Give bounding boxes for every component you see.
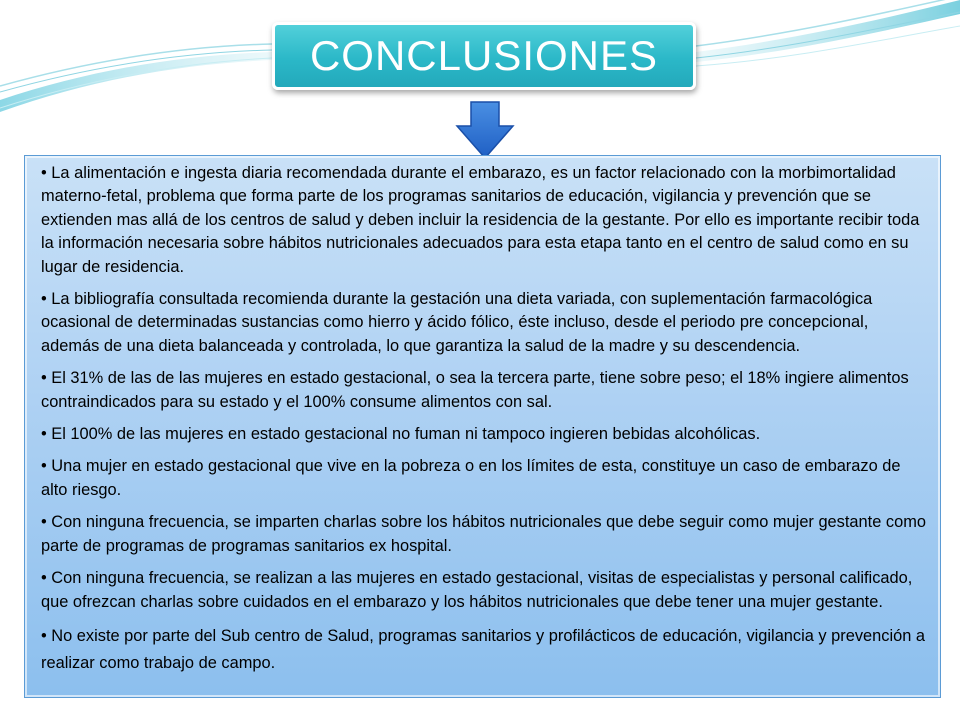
slide-title: CONCLUSIONES (309, 32, 659, 79)
conclusion-bullet: • El 100% de las mujeres en estado gestacional no fuman ni tampoco ingieren bebidas alcohólicas. (41, 425, 761, 444)
conclusion-bullet: • Con ninguna frecuencia, se imparten charlas sobre los hábitos nutricionales que debe seguir como mujer gestante como parte de programas de programas sanitarios ex hospital. (41, 513, 926, 555)
conclusion-bullet: • No existe por parte del Sub centro de Salud, programas sanitarios y profilácticos de educación, vigilancia y prevención a realizar como trabajo de campo. (41, 626, 926, 672)
conclusion-bullet: • Una mujer en estado gestacional que vive en la pobreza o en los límites de esta, constituye un caso de embarazo de alto riesgo. (41, 457, 901, 499)
conclusion-bullet: • La bibliografía consultada recomienda durante la gestación una dieta variada, con suplementación farmacológica ocasional de determinadas sustancias como hierro y ácido fólico, éste incluso, desde el periodo pre concepcional, además de una dieta balanceada y controlada, lo que garantiza la salud de la madre y su descendencia. (41, 290, 873, 355)
title-banner (272, 22, 696, 90)
conclusion-bullet: • Con ninguna frecuencia, se realizan a las mujeres en estado gestacional, visitas de especialistas y personal calificado, que ofrezcan charlas sobre cuidados en el embarazo y los hábitos nutricionales que debe tener una mujer gestante. (41, 569, 913, 611)
conclusion-bullet: • La alimentación e ingesta diaria recomendada durante el embarazo, es un factor relacionado con la morbimortalidad materno-fetal, problema que forma parte de los programas sanitarios de educación, vigilancia y prevención que se extienden mas allá de los centros de salud y deben incluir la residencia de la gestante. Por ello es importante recibir toda la información necesaria sobre hábitos nutricionales adecuados para esta etapa tanto en el centro de salud como en su lugar de residencia. (41, 164, 920, 276)
conclusion-bullet: • El 31% de las de las mujeres en estado gestacional, o sea la tercera parte, tiene sobre peso; el 18% ingiere alimentos contraindicados para su estado y el 100% consume alimentos con sal. (41, 369, 909, 411)
arrow-down-icon (455, 100, 515, 160)
conclusions-box (24, 155, 941, 698)
